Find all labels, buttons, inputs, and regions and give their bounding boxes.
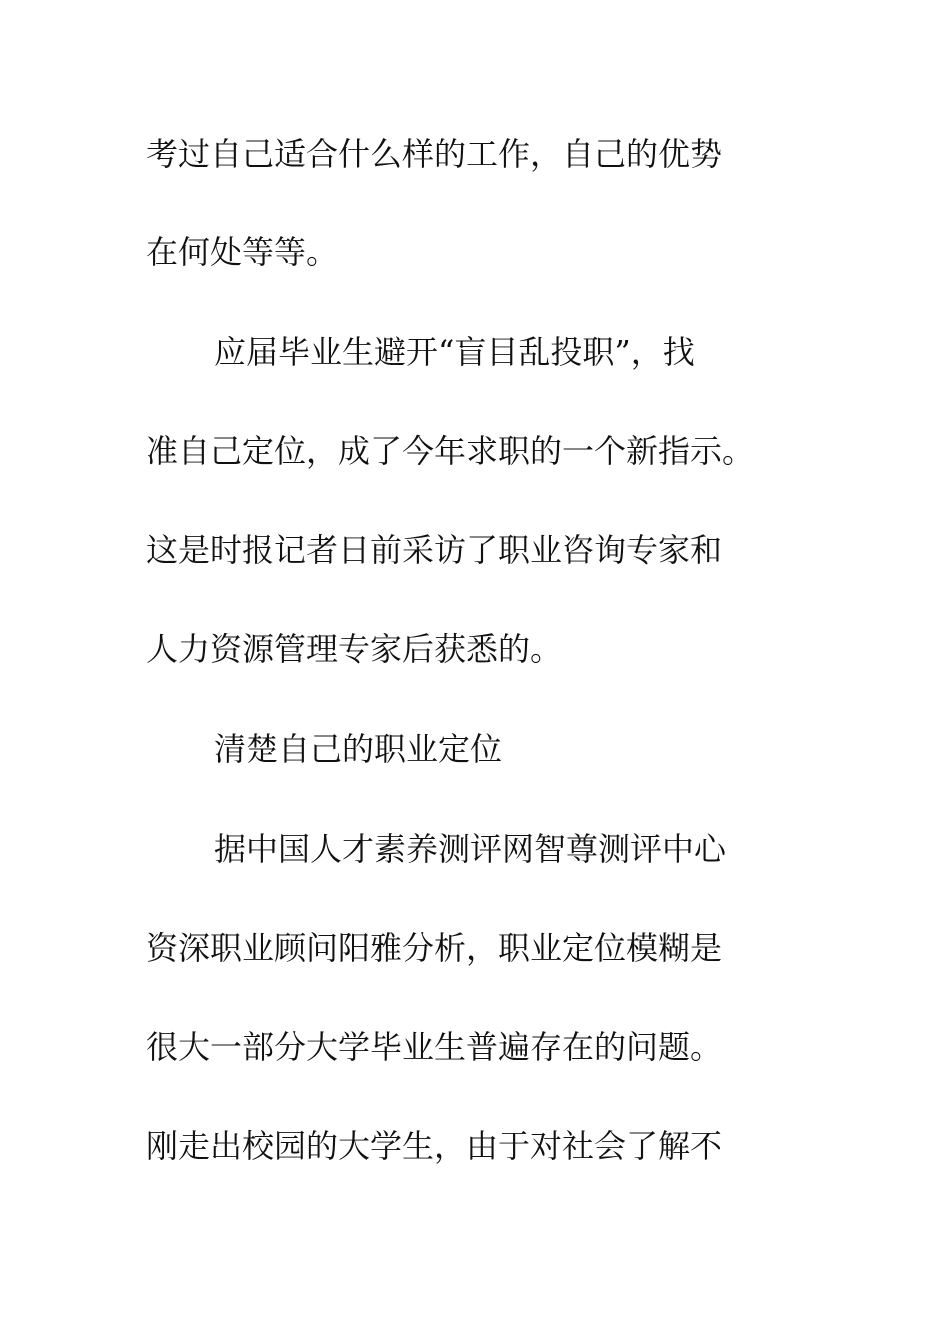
text-line-10: 很大一部分大学毕业生普遍存在的问题。 [146,1028,723,1066]
text-line-4: 准自己定位，成了今年求职的一个新指示。 [146,432,755,470]
text-line-9: 资深职业顾问阳雅分析，职业定位模糊是 [146,929,723,967]
text-line-2: 在何处等等。 [146,233,339,271]
section-heading: 清楚自己的职业定位 [214,730,503,768]
paragraph-start-line: 应届毕业生避开“盲目乱投职”，找 [214,333,695,371]
text-line-5: 这是时报记者日前采访了职业咨询专家和 [146,531,723,569]
text-line-6: 人力资源管理专家后获悉的。 [146,630,563,668]
paragraph-start-line: 据中国人才素养测评网智尊测评中心 [214,830,727,868]
text-line-11: 刚走出校园的大学生，由于对社会了解不 [146,1127,723,1165]
text-line-1: 考过自己适合什么样的工作，自己的优势 [146,135,723,173]
